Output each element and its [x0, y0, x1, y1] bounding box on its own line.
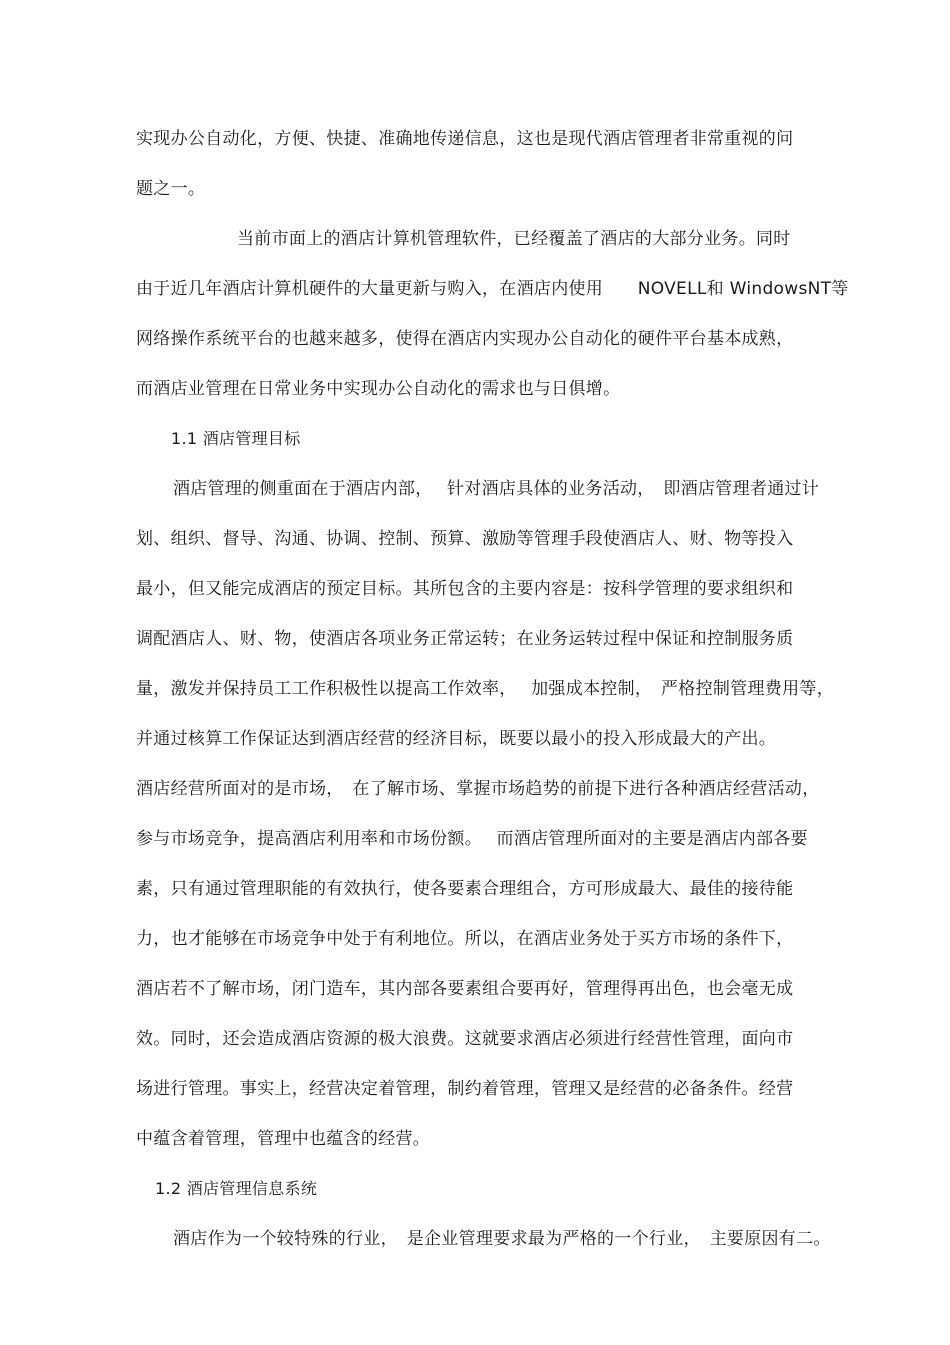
paragraph-line: 参与市场竞争，提高酒店利用率和市场份额。 而酒店管理所面对的主要是酒店内部各要 [136, 829, 808, 849]
paragraph-line: 题之一。 [136, 179, 206, 199]
paragraph-line: 划、组织、督导、沟通、协调、控制、预算、激励等管理手段使酒店人、财、物等投入 [136, 529, 794, 549]
paragraph-line: 由于近几年酒店计算机硬件的大量更新与购入，在酒店内使用 NOVELL和 WindowsNT等 [136, 279, 849, 299]
paragraph-line: 而酒店业管理在日常业务中实现办公自动化的需求也与日俱增。 [136, 379, 621, 399]
section-heading: 1.2 酒店管理信息系统 [155, 1179, 318, 1198]
paragraph-line: 效。同时，还会造成酒店资源的极大浪费。这就要求酒店必须进行经营性管理，面向市 [136, 1029, 794, 1049]
paragraph-line: 实现办公自动化，方便、快捷、准确地传递信息，这也是现代酒店管理者非常重视的问 [136, 129, 794, 149]
paragraph-line: 酒店管理的侧重面在于酒店内部， 针对酒店具体的业务活动， 即酒店管理者通过计 [173, 479, 820, 499]
paragraph-line: 当前市面上的酒店计算机管理软件，已经覆盖了酒店的大部分业务。同时 [237, 229, 791, 249]
paragraph-line: 力，也才能够在市场竞争中处于有利地位。所以，在酒店业务处于买方市场的条件下， [136, 929, 794, 949]
paragraph-line: 素，只有通过管理职能的有效执行，使各要素合理组合，方可形成最大、最佳的接待能 [136, 879, 794, 899]
paragraph-line: 酒店若不了解市场，闭门造车，其内部各要素组合要再好，管理得再出色，也会毫无成 [136, 979, 794, 999]
paragraph-line: 调配酒店人、财、物，使酒店各项业务正常运转；在业务运转过程中保证和控制服务质 [136, 629, 794, 649]
paragraph-line: 网络操作系统平台的也越来越多，使得在酒店内实现办公自动化的硬件平台基本成熟， [136, 329, 794, 349]
paragraph-line: 中蕴含着管理，管理中也蕴含的经营。 [136, 1129, 431, 1149]
paragraph-line: 酒店作为一个较特殊的行业， 是企业管理要求最为严格的一个行业， 主要原因有二。 [173, 1229, 831, 1249]
section-heading: 1.1 酒店管理目标 [171, 429, 301, 448]
paragraph-line: 并通过核算工作保证达到酒店经营的经济目标，既要以最小的投入形成最大的产出。 [136, 729, 777, 749]
paragraph-line: 酒店经营所面对的是市场， 在了解市场、掌握市场趋势的前提下进行各种酒店经营活动， [136, 779, 820, 799]
paragraph-line: 场进行管理。事实上，经营决定着管理，制约着管理，管理又是经营的必备条件。经营 [136, 1079, 794, 1099]
paragraph-line: 最小，但又能完成酒店的预定目标。其所包含的主要内容是：按科学管理的要求组织和 [136, 579, 794, 599]
paragraph-line: 量，激发并保持员工工作积极性以提高工作效率， 加强成本控制， 严格控制管理费用等， [136, 679, 835, 699]
